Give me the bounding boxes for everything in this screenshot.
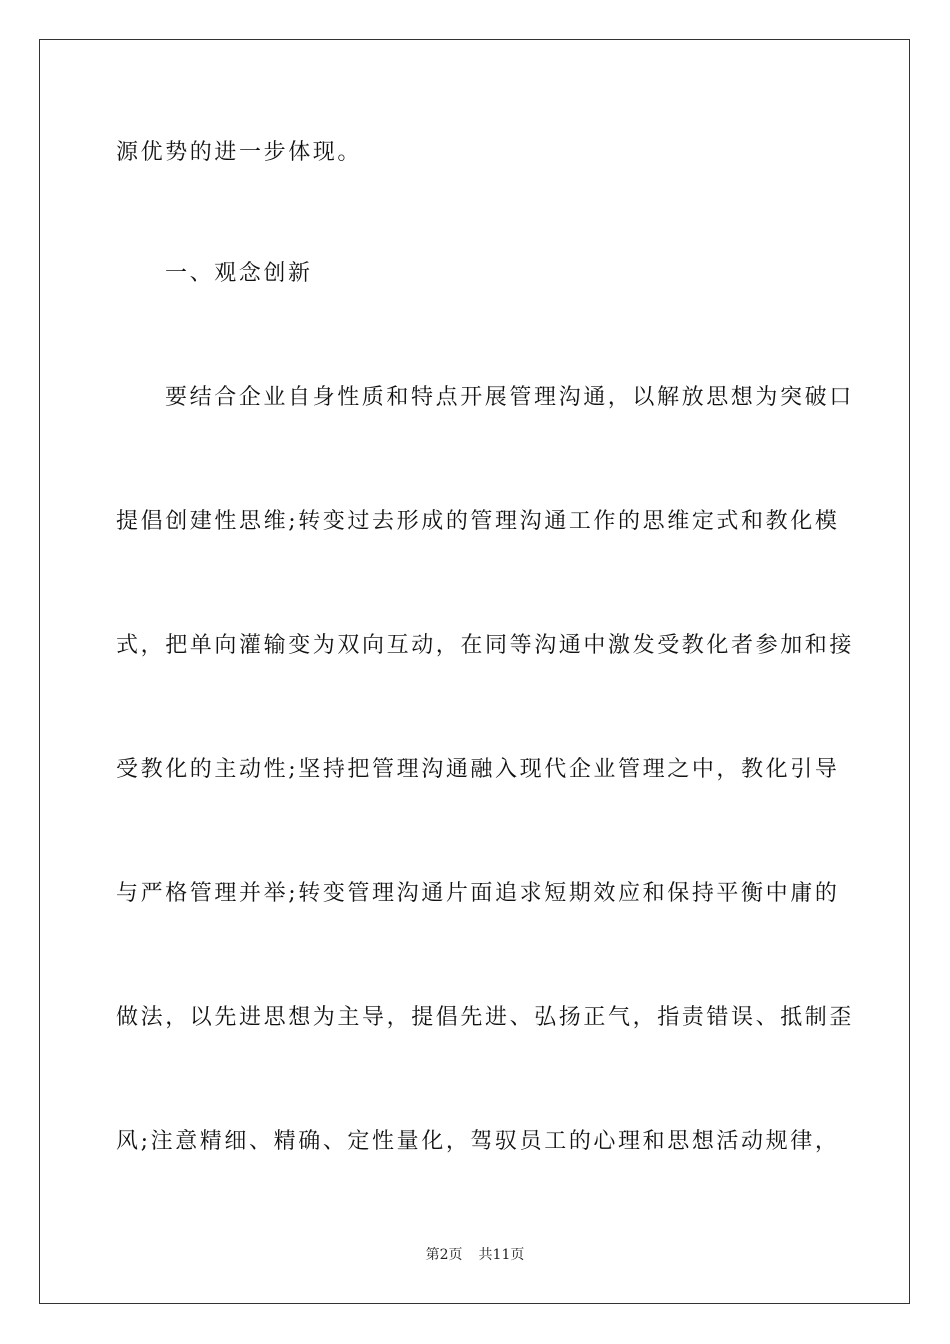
text-line: 提倡创建性思维;转变过去形成的管理沟通工作的思维定式和教化模 — [116, 509, 840, 534]
section-heading: 一、观念创新 — [165, 261, 313, 286]
page-footer — [0, 1246, 950, 1264]
text-line: 做法，以先进思想为主导，提倡先进、弘扬正气，指责错误、抵制歪 — [116, 1005, 855, 1030]
page-number: 第2页 — [425, 1247, 463, 1263]
text-line: 源优势的进一步体现。 — [116, 140, 363, 165]
text-line: 式，把单向灌输变为双向互动，在同等沟通中激发受教化者参加和接 — [116, 633, 855, 658]
text-line: 风;注意精细、精确、定性量化，驾驭员工的心理和思想活动规律， — [116, 1129, 840, 1154]
text-line: 受教化的主动性;坚持把管理沟通融入现代企业管理之中，教化引导 — [116, 757, 840, 782]
page-frame — [39, 39, 910, 1304]
text-line: 与严格管理并举;转变管理沟通片面追求短期效应和保持平衡中庸的 — [116, 881, 840, 906]
page-total: 共11页 — [478, 1247, 525, 1263]
text-line: 要结合企业自身性质和特点开展管理沟通，以解放思想为突破口 — [165, 385, 854, 410]
